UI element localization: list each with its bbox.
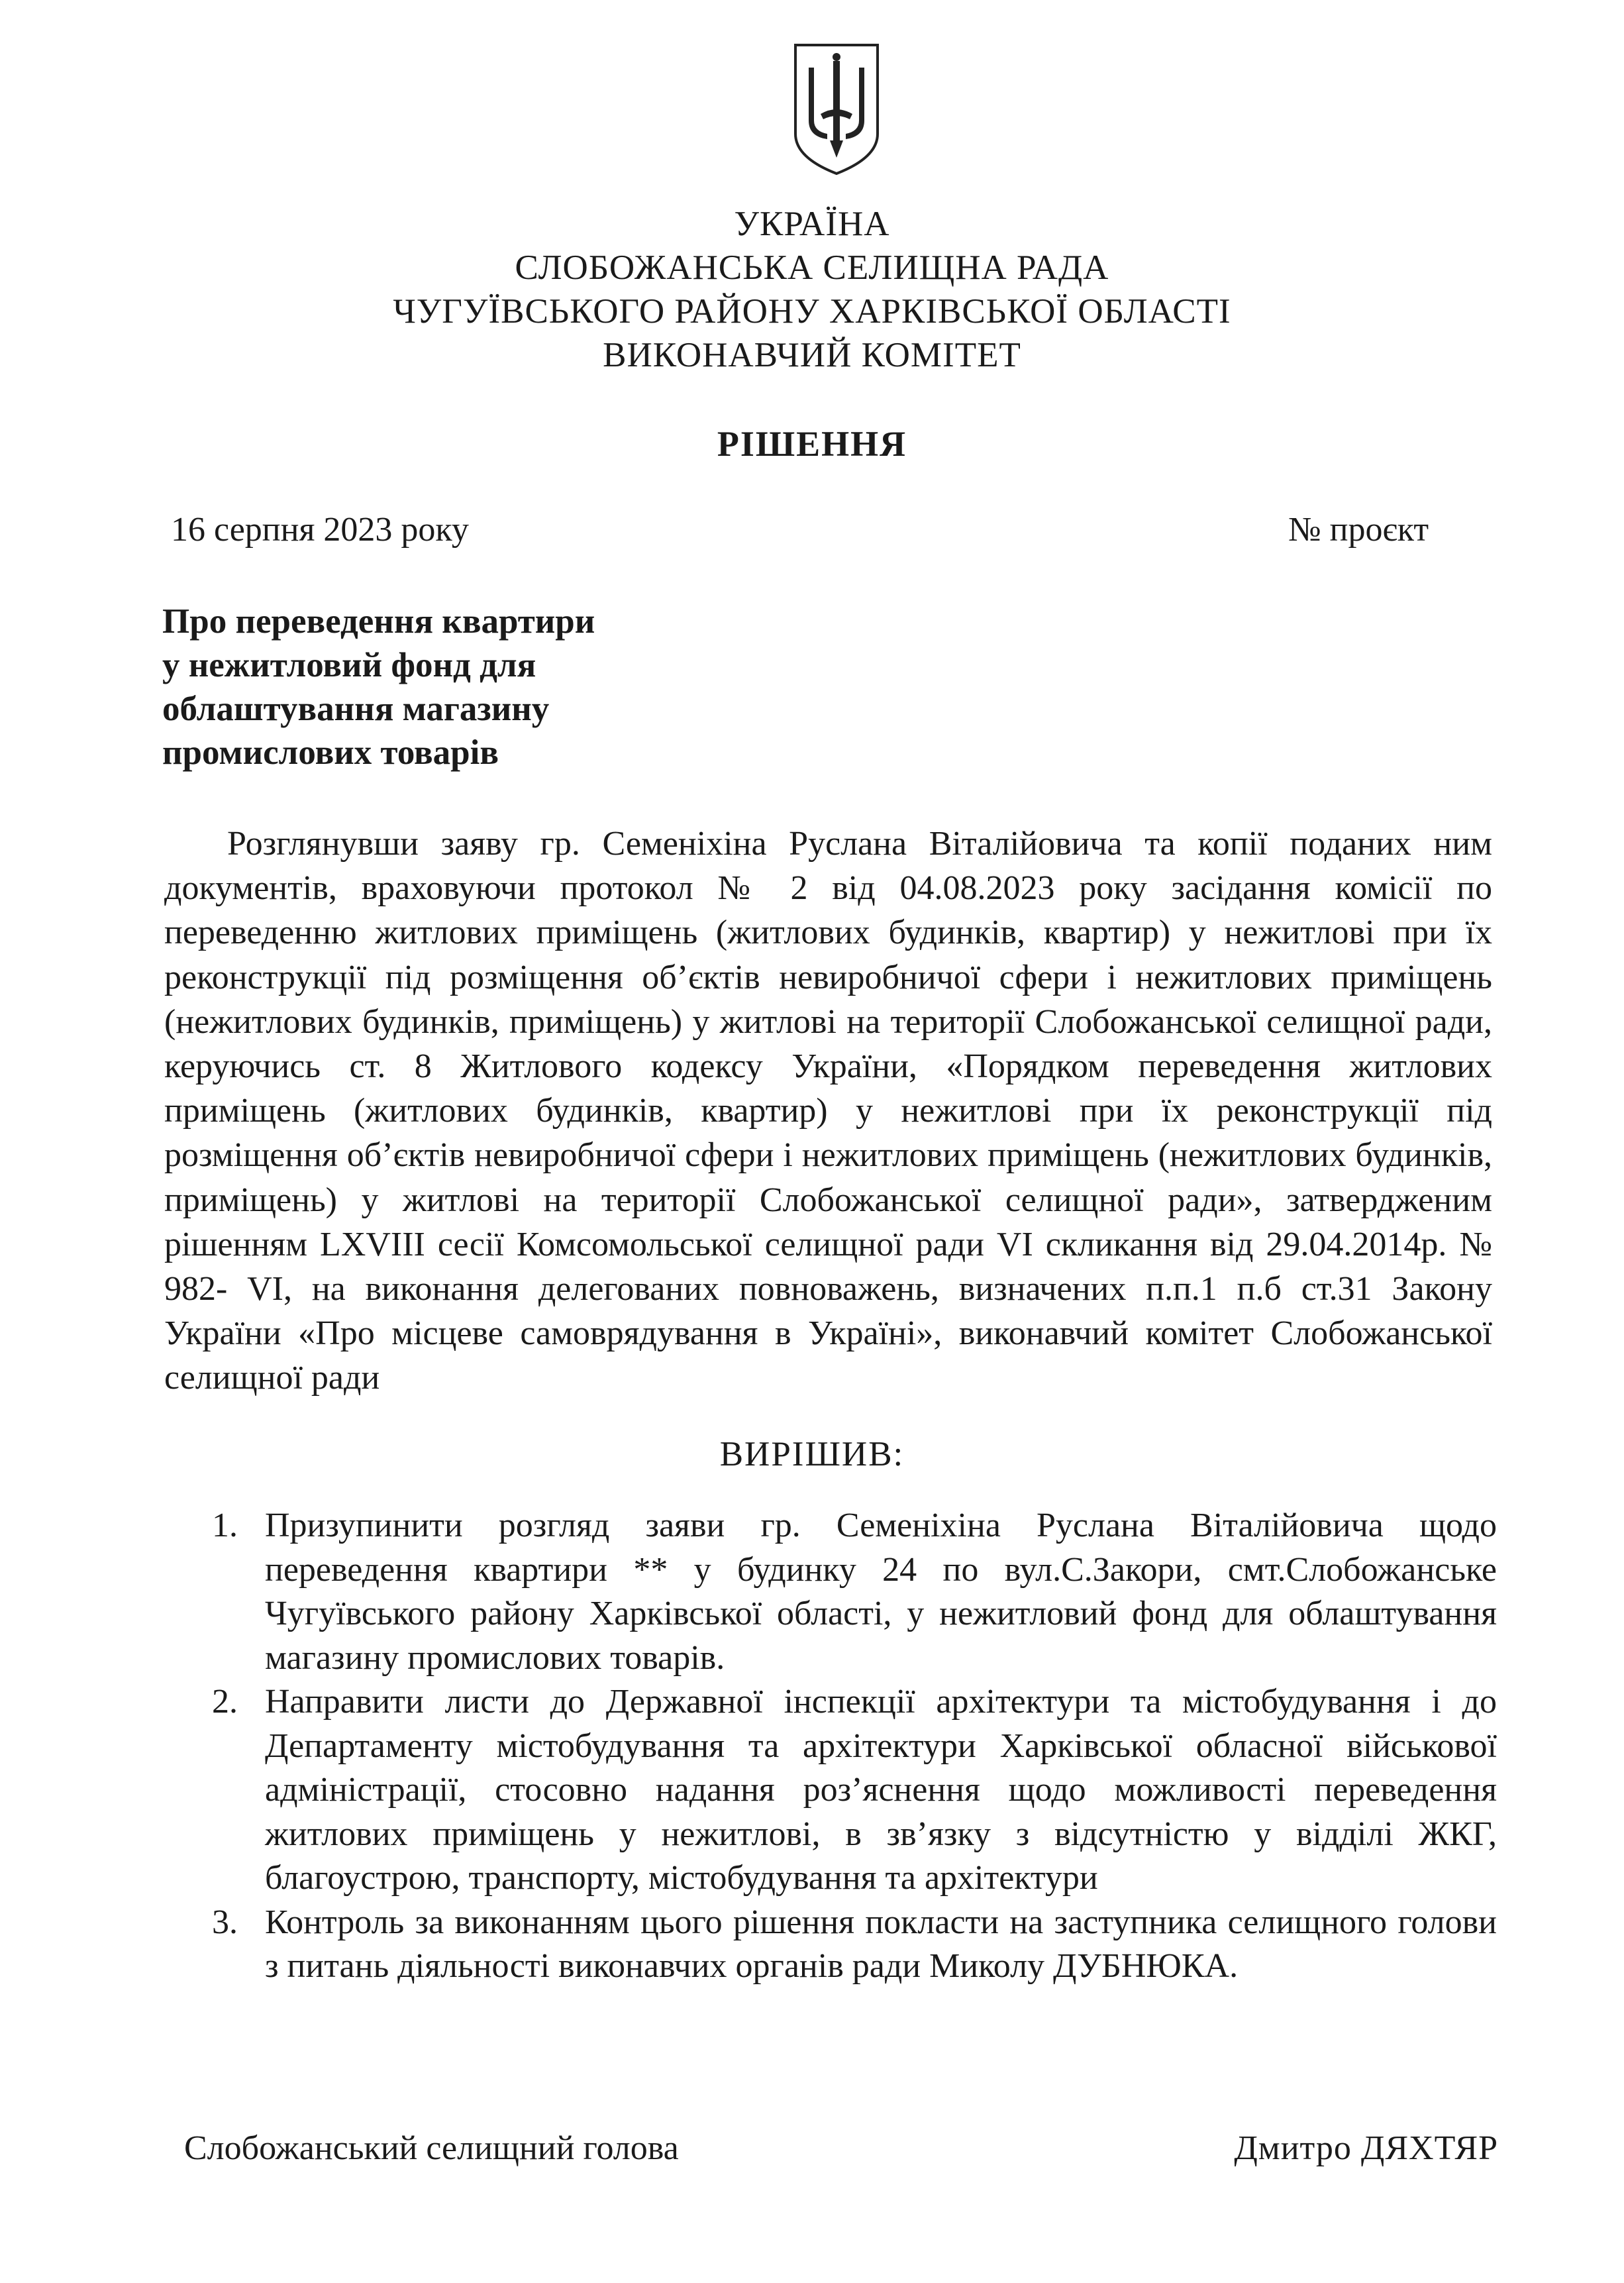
signatory-name: Дмитро ДЯХТЯР xyxy=(1234,2129,1498,2167)
decision-item xyxy=(199,1901,1497,1989)
document-title: РІШЕННЯ xyxy=(717,424,907,464)
subject-line: Про переведення квартири xyxy=(162,602,595,641)
document-number: № проєкт xyxy=(1288,511,1429,549)
decision-item xyxy=(199,1680,1497,1901)
header-district: ЧУГУЇВСЬКОГО РАЙОНУ ХАРКІВСЬКОЇ ОБЛАСТІ xyxy=(393,292,1231,331)
preamble-paragraph: Розглянувши заяву гр. Семеніхіна Руслана Віталійовича та копії поданих ним документів, враховуючи протокол № 2 від 04.08.2023 року засідання комісії по переведенню житлових приміщень (житлових будинків, квартир) у нежитлові при їх реконструкції під розміщення об’єктів невиробничої сфери і нежитлових приміщень (нежитлових будинків, приміщень) у житлові на території Слобожанської селищної ради, керуючись ст. 8 Житлового кодексу України, «Порядком переведення житлових приміщень (житлових будинків, квартир) у нежитлові при їх реконструкції під розміщення об’єктів невиробничої сфери і нежитлових приміщень (нежитлових будинків, приміщень) у житлові на території Слобожанської селищної ради», затвердженим рішенням LXVIII сесії Комсомольської селищної ради VI скликання від 29.04.2014р. № 982- VI, на виконання делегованих повноважень, визначених п.п.1 п.б ст.31 Закону України «Про місцеве самоврядування в Україні», виконавчий комітет Слобожанської селищної ради xyxy=(164,825,1492,1397)
trident-coat-of-arms-icon xyxy=(790,41,883,178)
document-date: 16 серпня 2023 року xyxy=(171,511,469,549)
resolved-heading: ВИРІШИВ: xyxy=(719,1435,905,1473)
header-country: УКРАЇНА xyxy=(734,205,890,243)
decision-item-number: 1. xyxy=(212,1507,238,1544)
decision-item-text: Призупинити розгляд заяви гр. Семеніхіна Руслана Віталійовича щодо переведення квартири ** у будинку 24 по вул.С.Закори, смт.Слобожанське Чугуївського району Харківської області, у нежитловий фонд для облаштування магазину промислових товарів. xyxy=(265,1507,1497,1677)
document-subject xyxy=(162,600,758,774)
subject-line: облаштування магазину xyxy=(162,690,550,728)
subject-line: у нежитловий фонд для xyxy=(162,646,536,684)
decision-list xyxy=(199,1504,1497,1989)
decision-item-number: 3. xyxy=(212,1903,238,1941)
decision-item-text: Контроль за виконанням цього рішення покласти на заступника селищного голови з питань діяльності виконавчих органів ради Миколу ДУБНЮКА. xyxy=(265,1903,1497,1985)
header-council: СЛОБОЖАНСЬКА СЕЛИЩНА РАДА xyxy=(515,248,1109,287)
header-committee: ВИКОНАВЧИЙ КОМІТЕТ xyxy=(603,336,1021,374)
decision-item xyxy=(199,1504,1497,1680)
signatory-position: Слобожанський селищний голова xyxy=(184,2129,679,2167)
decision-item-number: 2. xyxy=(212,1683,238,1721)
decision-item-text: Направити листи до Державної інспекції архітектури та містобудування і до Департаменту містобудування та архітектури Харківської обласної військової адміністрації, стосовно надання роз’яснення щодо можливості переведення житлових приміщень у нежитлові, в зв’язку з відсутністю у відділі ЖКГ, благоустрою, транспорту, містобудування та архітектури xyxy=(265,1683,1497,1897)
subject-line: промислових товарів xyxy=(162,733,499,772)
